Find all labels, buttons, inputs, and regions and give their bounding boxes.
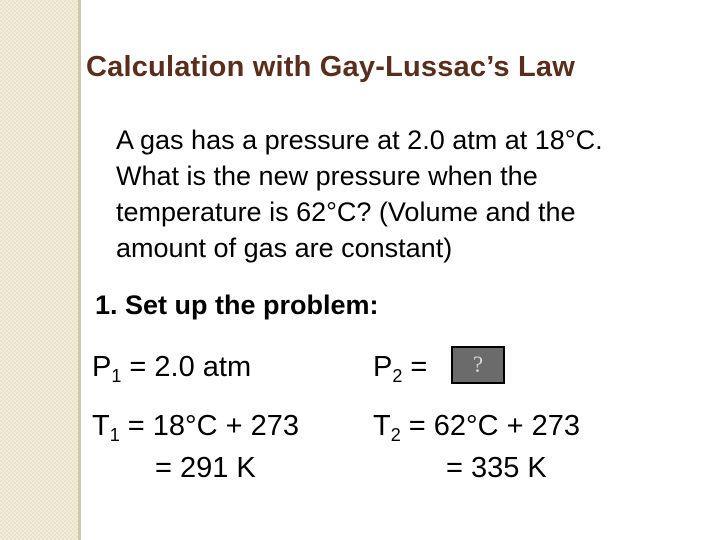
- p1-value: = 2.0 atm: [121, 351, 252, 383]
- slide-title: Calculation with Gay-Lussac’s Law: [86, 51, 575, 83]
- equation-p2: [373, 351, 427, 384]
- problem-statement: [116, 122, 716, 266]
- p2-subscript: 2: [392, 366, 403, 386]
- p2-equals: =: [402, 351, 428, 383]
- p2-symbol: P: [373, 351, 393, 383]
- equation-t1: [92, 410, 299, 443]
- unknown-question-mark: ?: [472, 352, 484, 377]
- unknown-value-box: [451, 346, 505, 384]
- t2-expression: = 62°C + 273: [400, 410, 581, 442]
- t2-subscript: 2: [390, 425, 401, 445]
- problem-line: temperature is 62°C? (Volume and the: [116, 197, 576, 227]
- t2-symbol: T: [373, 410, 391, 442]
- p1-subscript: 1: [111, 366, 122, 386]
- equation-t2: [373, 410, 580, 443]
- t1-expression: = 18°C + 273: [119, 410, 300, 442]
- t2-result: = 335 K: [446, 452, 547, 484]
- decorative-side-strip: [0, 0, 78, 540]
- problem-line: A gas has a pressure at 2.0 atm at 18°C.: [116, 125, 603, 155]
- p1-symbol: P: [92, 351, 112, 383]
- t1-subscript: 1: [109, 425, 120, 445]
- problem-line: amount of gas are constant): [116, 233, 453, 263]
- t1-symbol: T: [92, 410, 110, 442]
- step-heading: 1. Set up the problem:: [95, 290, 379, 320]
- equation-p1: [92, 351, 251, 384]
- problem-line: What is the new pressure when the: [116, 161, 538, 191]
- t1-result: = 291 K: [155, 452, 256, 484]
